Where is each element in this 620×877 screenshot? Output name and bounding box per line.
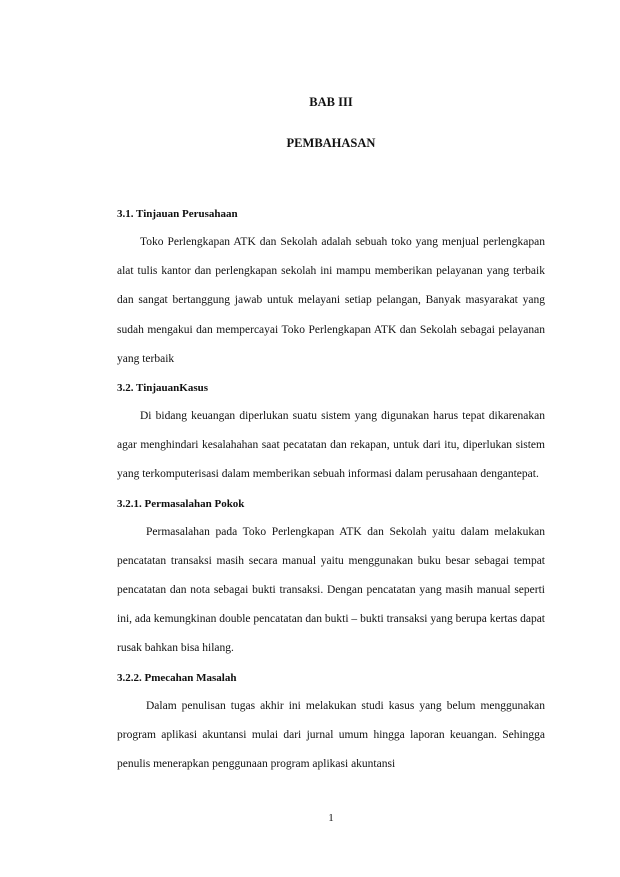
section-paragraph: Dalam penulisan tugas akhir ini melakukan studi kasus yang belum menggunakan program aplikasi akuntansi mulai dari jurnal umum hingga laporan keuangan. Sehingga penulis menerapkan penggunaan program aplikasi akuntansi <box>117 699 545 771</box>
section-heading: 3.2.1. Permasalahan Pokok <box>117 497 245 510</box>
section-paragraph: Di bidang keuangan diperlukan suatu sistem yang digunakan harus tepat dikarenakan agar menghindari kesalahahan saat pecatatan dan rekapan, untuk dari itu, diperlukan sistem yang terkomputerisasi dalam memberikan sebuah informasi dalam perusahaan dengantepat. <box>117 410 545 481</box>
document-body <box>117 200 545 779</box>
section-paragraph: Toko Perlengkapan ATK dan Sekolah adalah sebuah toko yang menjual perlengkapan alat tulis kantor dan perlengkapan sekolah ini mampu memberikan pelayanan yang terbaik dan sangat bertanggung jawab untuk melayani setiap pelangan, Banyak masyarakat yang sudah mengakui dan mempercayai Toko Perlengkapan ATK dan Sekolah sebagai pelayanan yang terbaik <box>117 236 545 365</box>
chapter-title: PEMBAHASAN <box>286 136 376 150</box>
section-tinjauan-perusahaan <box>117 200 545 374</box>
section-heading: 3.1. Tinjauan Perusahaan <box>117 208 238 220</box>
section-tinjauan-kasus <box>117 374 545 490</box>
section-pemecahan-masalah <box>117 664 545 780</box>
section-heading: 3.2.2. Pmecahan Masalah <box>117 671 237 684</box>
chapter-number: BAB III <box>309 95 353 109</box>
section-permasalahan-pokok <box>117 490 545 664</box>
section-heading: 3.2. TinjauanKasus <box>117 382 208 395</box>
page-number: 1 <box>328 812 334 824</box>
section-paragraph: Permasalahan pada Toko Perlengkapan ATK dan Sekolah yaitu dalam melakukan pencatatan transaksi masih secara manual yaitu menggunakan buku besar sebagai tempat pencatatan dan nota sebagai bukti transaksi. Dengan pencatatan yang masih manual seperti ini, ada kemungkinan double pencatatan dan bukti – bukti transaksi yang berupa kertas dapat rusak bahkan bisa hilang. <box>117 525 545 655</box>
